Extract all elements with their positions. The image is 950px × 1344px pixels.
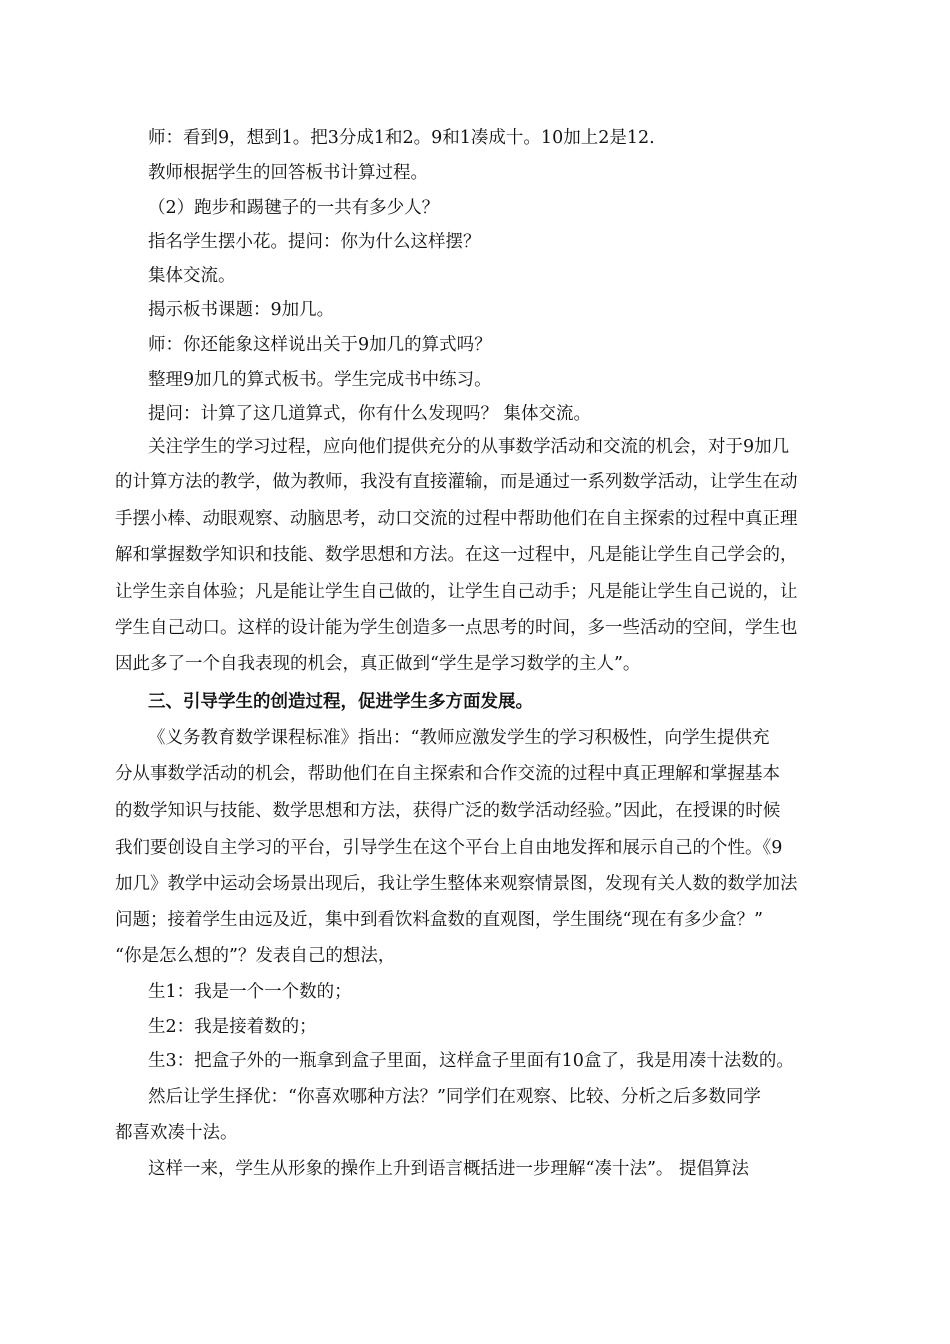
paragraph-line: 的数学知识与技能、数学思想和方法，获得广泛的数学活动经验。”因此，在授课的时候 [115,801,781,821]
dialogue-line: 生2：我是接着数的； [148,1017,317,1037]
paragraph-line: 手摆小棒、动眼观察、动脑思考，动口交流的过程中帮助他们在自主探索的过程中真正理 [115,509,798,529]
section-heading: 三、引导学生的创造过程，促进学生多方面发展。 [148,692,533,712]
paragraph-line: 学生自己动口。这样的设计能为学生创造多一点思考的时间，多一些活动的空间，学生也 [115,618,798,638]
paragraph-line: 揭示板书课题：9加几。 [148,300,335,320]
paragraph-line: 整理9加几的算式板书。学生完成书中练习。 [148,370,492,390]
paragraph-line: 指名学生摆小花。提问：你为什么这样摆？ [148,232,481,252]
paragraph-line: （2）跑步和踢毽子的一共有多少人？ [148,198,440,218]
paragraph-line: 的计算方法的教学，做为教师，我没有直接灌输，而是通过一系列数学活动，让学生在动 [115,472,798,492]
paragraph-line: 师：你还能象这样说出关于9加几的算式吗？ [148,335,492,355]
dialogue-line: 生1：我是一个一个数的； [148,982,352,1002]
paragraph-line: 因此多了一个自我表现的机会，真正做到“学生是学习数学的主人”。 [115,654,641,674]
paragraph-line: 让学生亲自体验；凡是能让学生自己做的，让学生自己动手；凡是能让学生自己说的，让 [115,582,798,602]
paragraph-line: 教师根据学生的回答板书计算过程。 [148,163,428,183]
paragraph-line: 分从事数学活动的机会，帮助他们在自主探索和合作交流的过程中真正理解和掌握基本 [115,764,780,784]
paragraph-line: “你是怎么想的”？发表自己的想法， [115,946,396,966]
paragraph-line: 集体交流。 [148,266,236,286]
paragraph-line: 这样一来，学生从形象的操作上升到语言概括进一步理解“凑十法”。 提倡算法 [148,1159,749,1179]
paragraph-line: 我们要创设自主学习的平台，引导学生在这个平台上自由地发挥和展示自己的个性。《9 [115,838,783,858]
paragraph-line: 师：看到9，想到1。把3分成1和2。9和1凑成十。10加上2是12. [148,128,655,148]
paragraph-line: 问题；接着学生由远及近，集中到看饮料盒数的直观图，学生围绕“现在有多少盒？” [115,910,763,930]
paragraph-line: 都喜欢凑十法。 [115,1123,238,1143]
paragraph-line: 然后让学生择优：“你喜欢哪种方法？”同学们在观察、比较、分析之后多数同学 [148,1087,761,1107]
paragraph-line: 关注学生的学习过程，应向他们提供充分的从事数学活动和交流的机会，对于9加几 [148,437,790,457]
paragraph-line: 加几》教学中运动会场景出现后，我让学生整体来观察情景图，发现有关人数的数学加法 [115,874,798,894]
paragraph-line: 《义务教育数学课程标准》指出：“教师应激发学生的学习积极性，向学生提供充 [148,728,770,748]
paragraph-line: 提问：计算了这几道算式，你有什么发现吗？ 集体交流。 [148,404,592,424]
dialogue-line: 生3：把盒子外的一瓶拿到盒子里面，这样盒子里面有10盒了，我是用凑十法数的。 [148,1051,794,1071]
paragraph-line: 解和掌握数学知识和技能、数学思想和方法。在这一过程中，凡是能让学生自己学会的， [115,545,798,565]
